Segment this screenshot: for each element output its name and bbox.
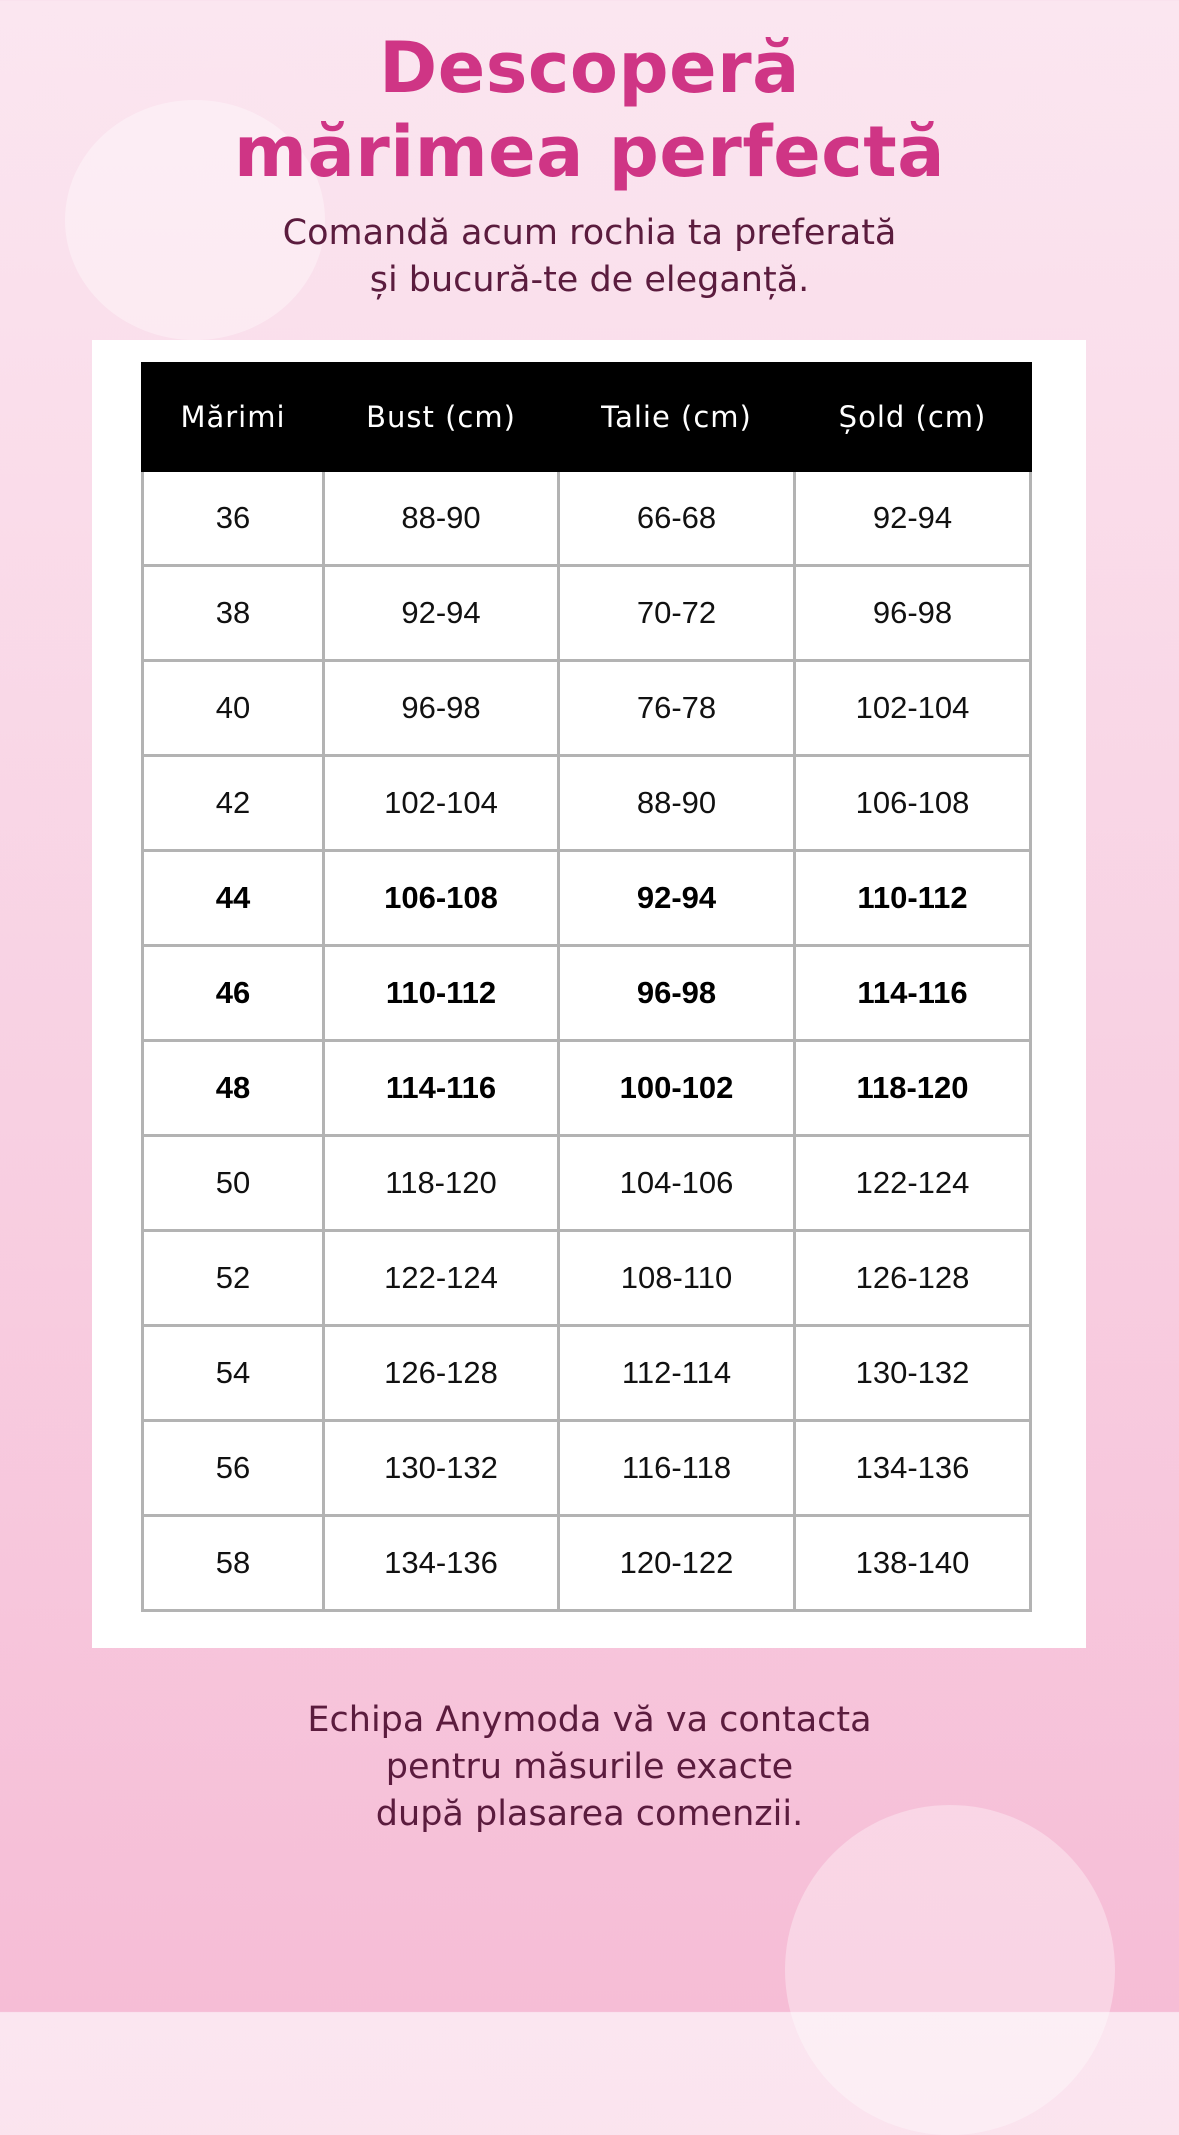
cell-bust: 88-90 xyxy=(324,471,559,566)
page-title xyxy=(0,26,1179,194)
table-row xyxy=(143,566,1031,661)
table-row xyxy=(143,1136,1031,1231)
column-header-bust: Bust (cm) xyxy=(324,364,559,471)
cell-bust: 126-128 xyxy=(324,1326,559,1421)
cell-waist: 108-110 xyxy=(559,1231,795,1326)
cell-size: 38 xyxy=(143,566,324,661)
cell-waist: 104-106 xyxy=(559,1136,795,1231)
table-row xyxy=(143,756,1031,851)
cell-bust: 106-108 xyxy=(324,851,559,946)
cell-bust: 96-98 xyxy=(324,661,559,756)
cell-waist: 96-98 xyxy=(559,946,795,1041)
size-chart-body xyxy=(143,471,1031,1611)
contact-note-line: Echipa Anymoda vă va contacta xyxy=(307,1700,872,1740)
size-chart-header xyxy=(143,364,1031,471)
cell-bust: 92-94 xyxy=(324,566,559,661)
cell-size: 54 xyxy=(143,1326,324,1421)
table-row xyxy=(143,1231,1031,1326)
subtitle-line: Comandă acum rochia ta preferată xyxy=(282,213,897,253)
cell-waist: 92-94 xyxy=(559,851,795,946)
column-header-hip: Șold (cm) xyxy=(795,364,1031,471)
table-row xyxy=(143,1516,1031,1611)
cell-size: 40 xyxy=(143,661,324,756)
cell-size: 58 xyxy=(143,1516,324,1611)
cell-hip: 118-120 xyxy=(795,1041,1031,1136)
table-row xyxy=(143,471,1031,566)
cell-waist: 120-122 xyxy=(559,1516,795,1611)
column-header-size: Mărimi xyxy=(143,364,324,471)
cell-size: 50 xyxy=(143,1136,324,1231)
cell-hip: 110-112 xyxy=(795,851,1031,946)
size-chart-table xyxy=(141,362,1032,1612)
cell-hip: 114-116 xyxy=(795,946,1031,1041)
cell-waist: 76-78 xyxy=(559,661,795,756)
cell-bust: 130-132 xyxy=(324,1421,559,1516)
cell-hip: 106-108 xyxy=(795,756,1031,851)
cell-hip: 130-132 xyxy=(795,1326,1031,1421)
table-row xyxy=(143,1041,1031,1136)
contact-note-line: pentru măsurile exacte xyxy=(385,1747,794,1787)
cell-size: 48 xyxy=(143,1041,324,1136)
cell-size: 46 xyxy=(143,946,324,1041)
cell-bust: 114-116 xyxy=(324,1041,559,1136)
header-row xyxy=(143,364,1031,471)
size-chart-card xyxy=(92,340,1086,1648)
column-header-waist: Talie (cm) xyxy=(559,364,795,471)
table-row xyxy=(143,946,1031,1041)
cell-waist: 88-90 xyxy=(559,756,795,851)
cell-bust: 102-104 xyxy=(324,756,559,851)
cell-hip: 122-124 xyxy=(795,1136,1031,1231)
cell-size: 36 xyxy=(143,471,324,566)
table-row xyxy=(143,1326,1031,1421)
cell-size: 42 xyxy=(143,756,324,851)
table-row xyxy=(143,851,1031,946)
cell-size: 52 xyxy=(143,1231,324,1326)
cell-waist: 70-72 xyxy=(559,566,795,661)
cell-waist: 116-118 xyxy=(559,1421,795,1516)
cell-hip: 96-98 xyxy=(795,566,1031,661)
cell-waist: 100-102 xyxy=(559,1041,795,1136)
subtitle-line: și bucură-te de eleganță. xyxy=(369,260,810,300)
cell-bust: 118-120 xyxy=(324,1136,559,1231)
cell-size: 56 xyxy=(143,1421,324,1516)
cell-hip: 126-128 xyxy=(795,1231,1031,1326)
contact-note xyxy=(0,1697,1179,1838)
cell-waist: 66-68 xyxy=(559,471,795,566)
cell-hip: 138-140 xyxy=(795,1516,1031,1611)
table-row xyxy=(143,1421,1031,1516)
page-header xyxy=(0,26,1179,304)
page-title-line: Descoperă xyxy=(379,27,800,109)
cell-bust: 110-112 xyxy=(324,946,559,1041)
decorative-circle-bottom-right xyxy=(785,1805,1115,2135)
cell-hip: 102-104 xyxy=(795,661,1031,756)
page-title-line: mărimea perfectă xyxy=(234,111,945,193)
page-subtitle xyxy=(0,210,1179,304)
cell-bust: 134-136 xyxy=(324,1516,559,1611)
table-row xyxy=(143,661,1031,756)
cell-hip: 92-94 xyxy=(795,471,1031,566)
cell-bust: 122-124 xyxy=(324,1231,559,1326)
contact-note-line: după plasarea comenzii. xyxy=(375,1794,804,1834)
cell-waist: 112-114 xyxy=(559,1326,795,1421)
cell-size: 44 xyxy=(143,851,324,946)
cell-hip: 134-136 xyxy=(795,1421,1031,1516)
